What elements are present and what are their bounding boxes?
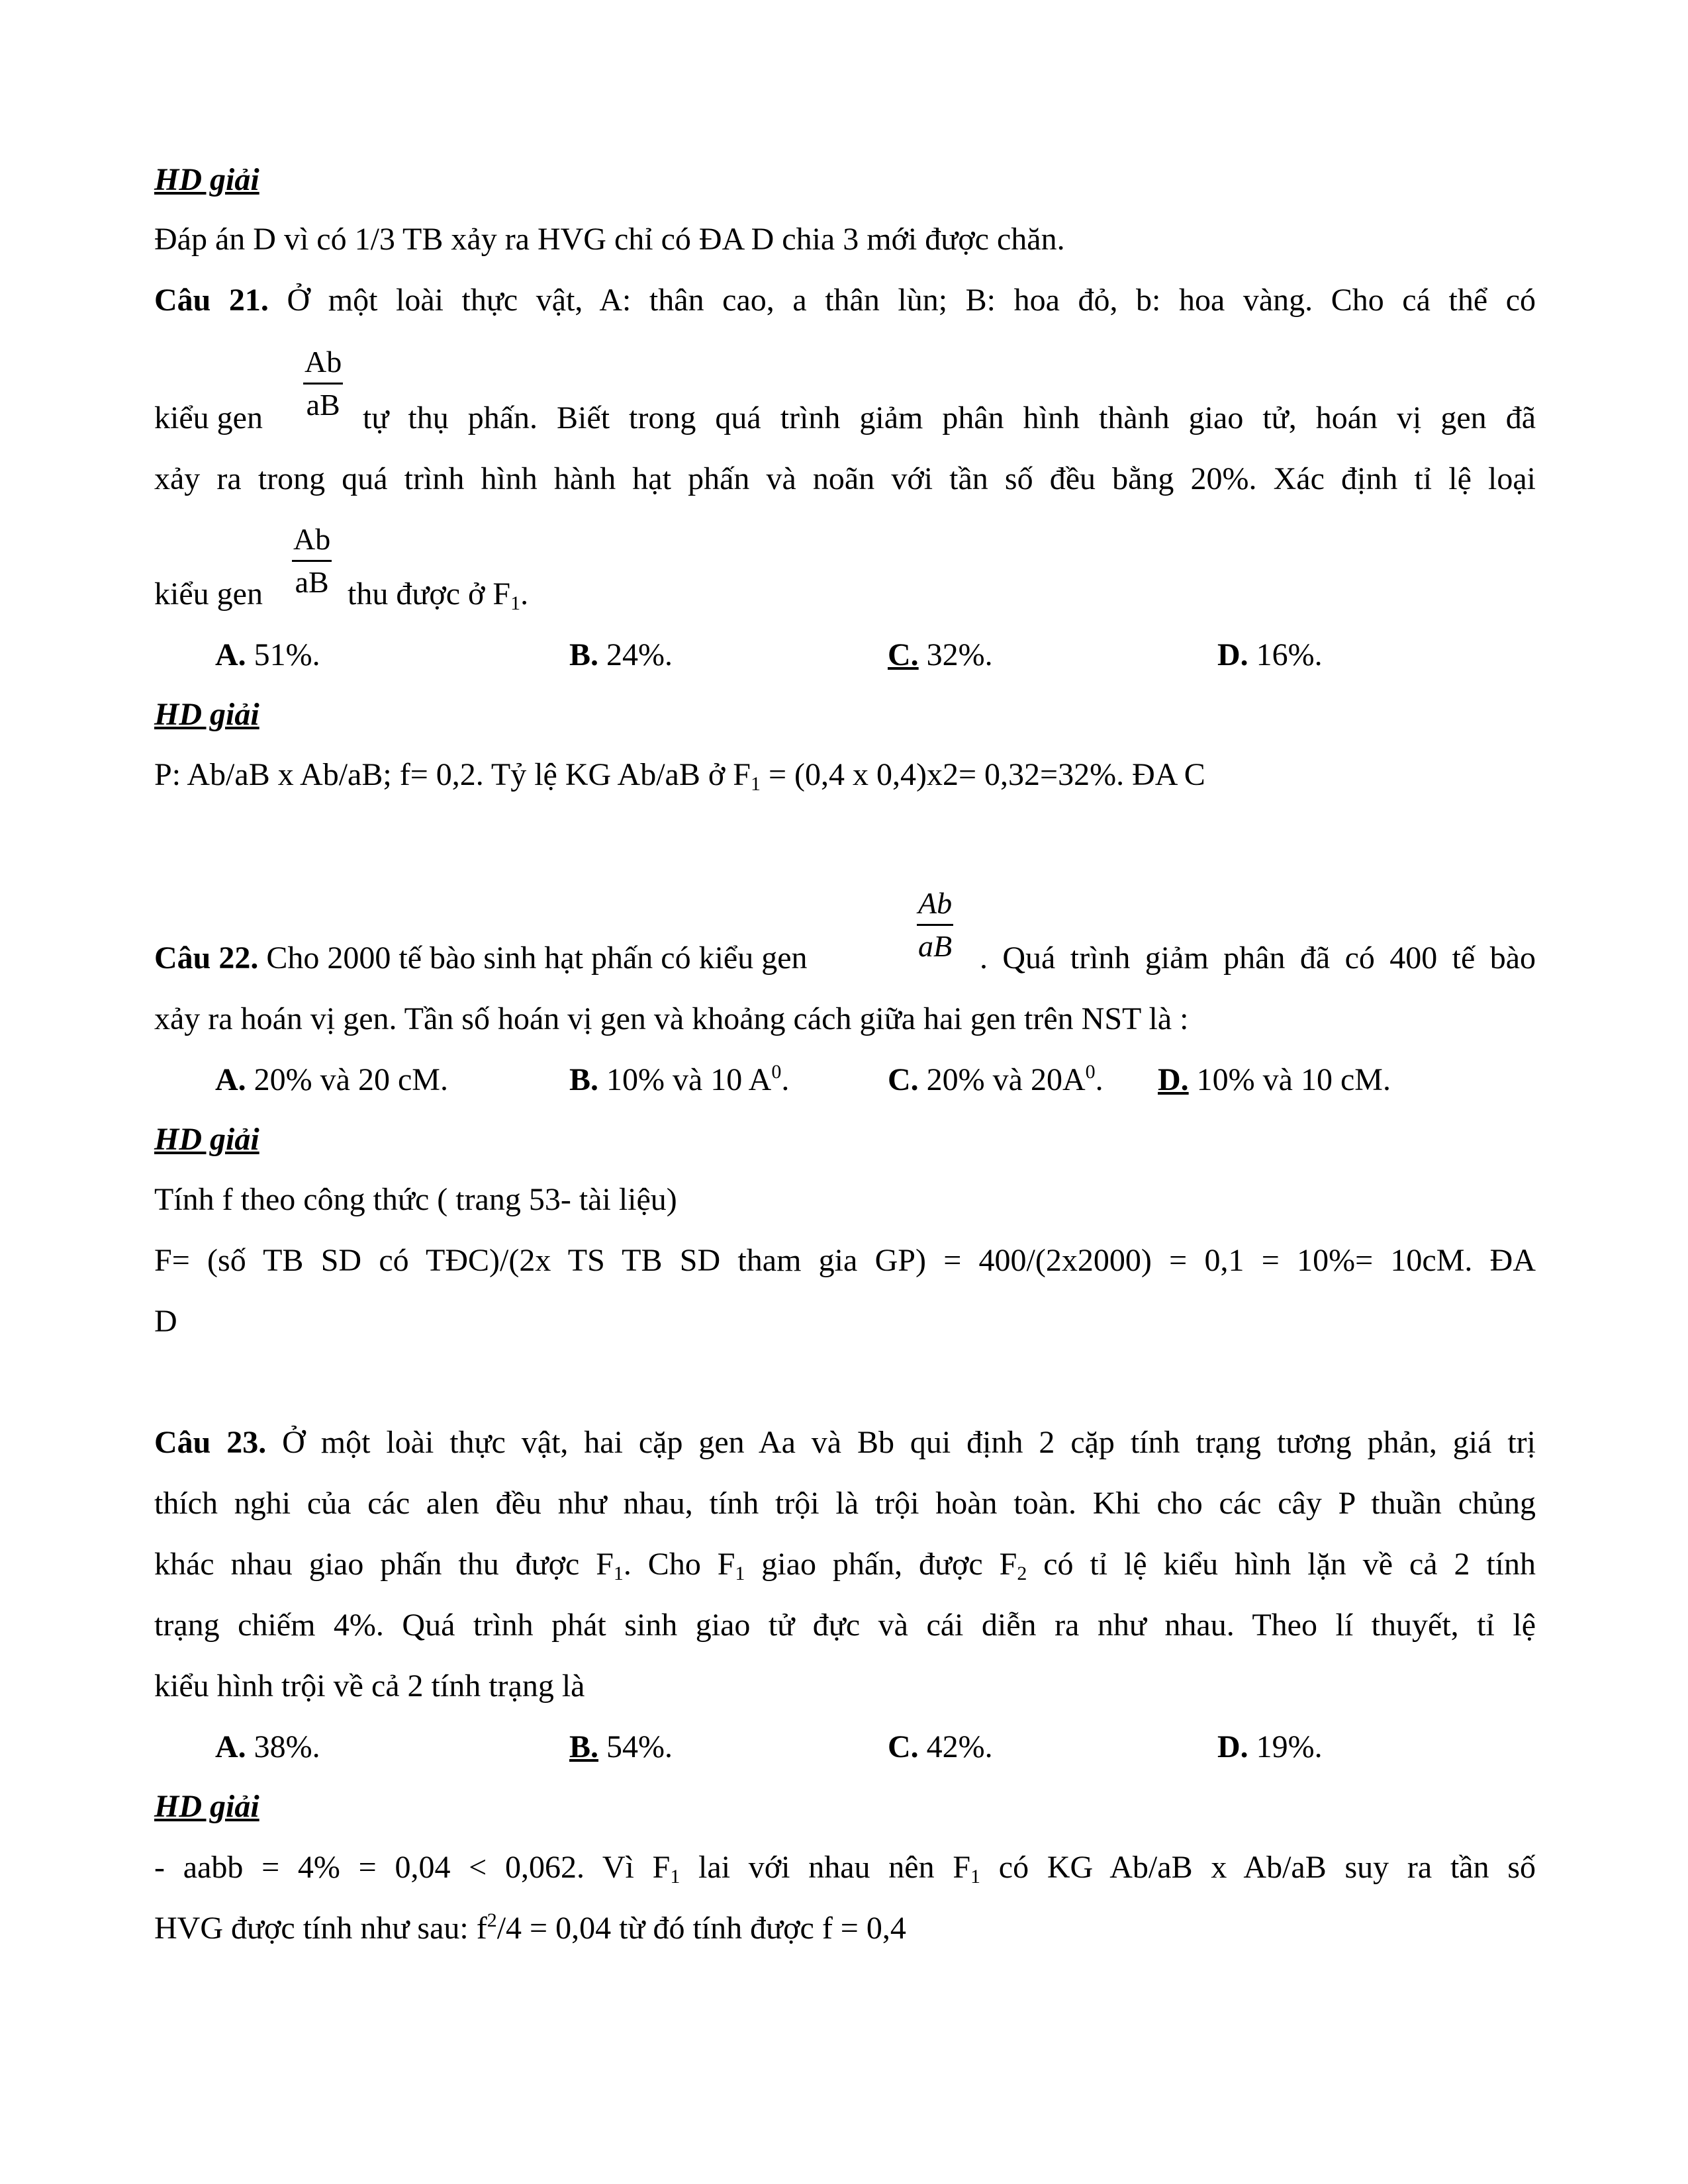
q23-line-2: thích nghi của các alen đều như nhau, tính trội là trội hoàn toàn. Khi cho các cây P thuần chủng (154, 1486, 1536, 1521)
q21-options (154, 634, 1536, 676)
q21-genotype-fraction-2: $\frac{Ab}{aB}$ (293, 522, 331, 599)
q23-label: Câu 23. (154, 1425, 267, 1460)
q22-line-2: xảy ra hoán vị gen. Tần số hoán vị gen và khoảng cách giữa hai gen trên NST là : (154, 1001, 1189, 1036)
q21-line-4: kiểu gen thu được ở $F_1$. (154, 576, 529, 614)
q22-solution-2: F= (số TB SD có TĐC)/(2x TS TB SD tham gia GP) = 400/(2x2000) = 0,1 = 10%= 10cM. ĐA (154, 1243, 1536, 1278)
q23-line-4: trạng chiếm 4%. Quá trình phát sinh giao tử đực và cái diễn ra như nhau. Theo lí thuyết, tỉ lệ (154, 1608, 1536, 1643)
q22-option-b[interactable]: B. 10% và 10 $A^0$. (569, 1061, 790, 1097)
q22-options (154, 1059, 1536, 1101)
q23-line-1: Câu 23. Ở một loài thực vật, hai cặp gen Aa và Bb qui định 2 cặp tính trạng tương phản, giá trị (154, 1425, 1536, 1460)
q21-option-c[interactable]: C. 32%. (888, 637, 993, 672)
q23-solution-1: - aabb = 4% = 0,04 < 0,062. Vì $F_1$ lai với nhau nên $F_1$ có KG Ab/aB x Ab/aB suy ra tần số (154, 1850, 1536, 1888)
q21-line-1: Câu 21. Ở một loài thực vật, A: thân cao, a thân lùn; B: hoa đỏ, b: hoa vàng. Cho cá thể có (154, 283, 1536, 318)
q21-option-d[interactable]: D. 16%. (1217, 637, 1323, 672)
hd-heading-3: HD giải (154, 1122, 259, 1157)
q23-line-3: khác nhau giao phấn thu được $F_1$. Cho $F_1$ giao phấn, được $F_2$ có tỉ lệ kiểu hình lặn về cả 2 tính (154, 1547, 1536, 1584)
q21-option-b[interactable]: B. 24%. (569, 637, 673, 672)
hd-heading-1: HD giải (154, 162, 259, 197)
q21-genotype-fraction: $\frac{Ab}{aB}$ (305, 345, 342, 422)
q22-option-c[interactable]: C. 20% và $20A^0$. (888, 1061, 1103, 1097)
q23-line-5: kiểu hình trội về cả 2 tính trạng là (154, 1668, 585, 1704)
q22-option-a[interactable]: A. 20% và 20 cM. (215, 1062, 448, 1097)
q22-line-1: Câu 22. Cho 2000 tế bào sinh hạt phấn có kiểu gen . Quá trình giảm phân đã có 400 tế bào (154, 940, 1536, 976)
q21-label: Câu 21. (154, 283, 269, 318)
q21-line-2: kiểu gen tự thụ phấn. Biết trong quá trình giảm phân hình thành giao tử, hoán vị gen đã (154, 400, 1536, 435)
document-page (154, 0, 1536, 2184)
q22-solution-1: Tính f theo công thức ( trang 53- tài liệu) (154, 1182, 677, 1217)
q22-genotype-fraction: $\frac{Ab}{aB}$ (918, 886, 953, 963)
q23-option-a[interactable]: A. 38%. (215, 1729, 320, 1764)
q21-option-a[interactable]: A. 51%. (215, 637, 320, 672)
hd-heading-2: HD giải (154, 697, 259, 732)
q23-option-c[interactable]: C. 42%. (888, 1729, 993, 1764)
hd-heading-4: HD giải (154, 1789, 259, 1824)
q23-option-d[interactable]: D. 19%. (1217, 1729, 1323, 1764)
q23-option-b[interactable]: B. 54%. (569, 1729, 673, 1764)
q22-option-d[interactable]: D. 10% và 10 cM. (1158, 1062, 1391, 1097)
q21-solution: P: Ab/aB x Ab/aB; f= 0,2. Tỷ lệ KG Ab/aB ở $F_1 = (0,4$ x 0,4)x2= 0,32=32%. ĐA C (154, 757, 1205, 795)
q21-line-3: xảy ra trong quá trình hình hành hạt phấn và noãn với tần số đều bằng 20%. Xác định tỉ lệ loại (154, 461, 1536, 496)
intro-answer: Đáp án D vì có 1/3 TB xảy ra HVG chỉ có ĐA D chia 3 mới được chăn. (154, 222, 1065, 257)
q22-label: Câu 22. (154, 940, 259, 976)
q23-solution-2: HVG được tính như sau: $f^2/4 = 0,04$ từ đó tính được f = 0,4 (154, 1909, 906, 1946)
q23-options (154, 1726, 1536, 1768)
q22-solution-3: D (154, 1304, 177, 1339)
